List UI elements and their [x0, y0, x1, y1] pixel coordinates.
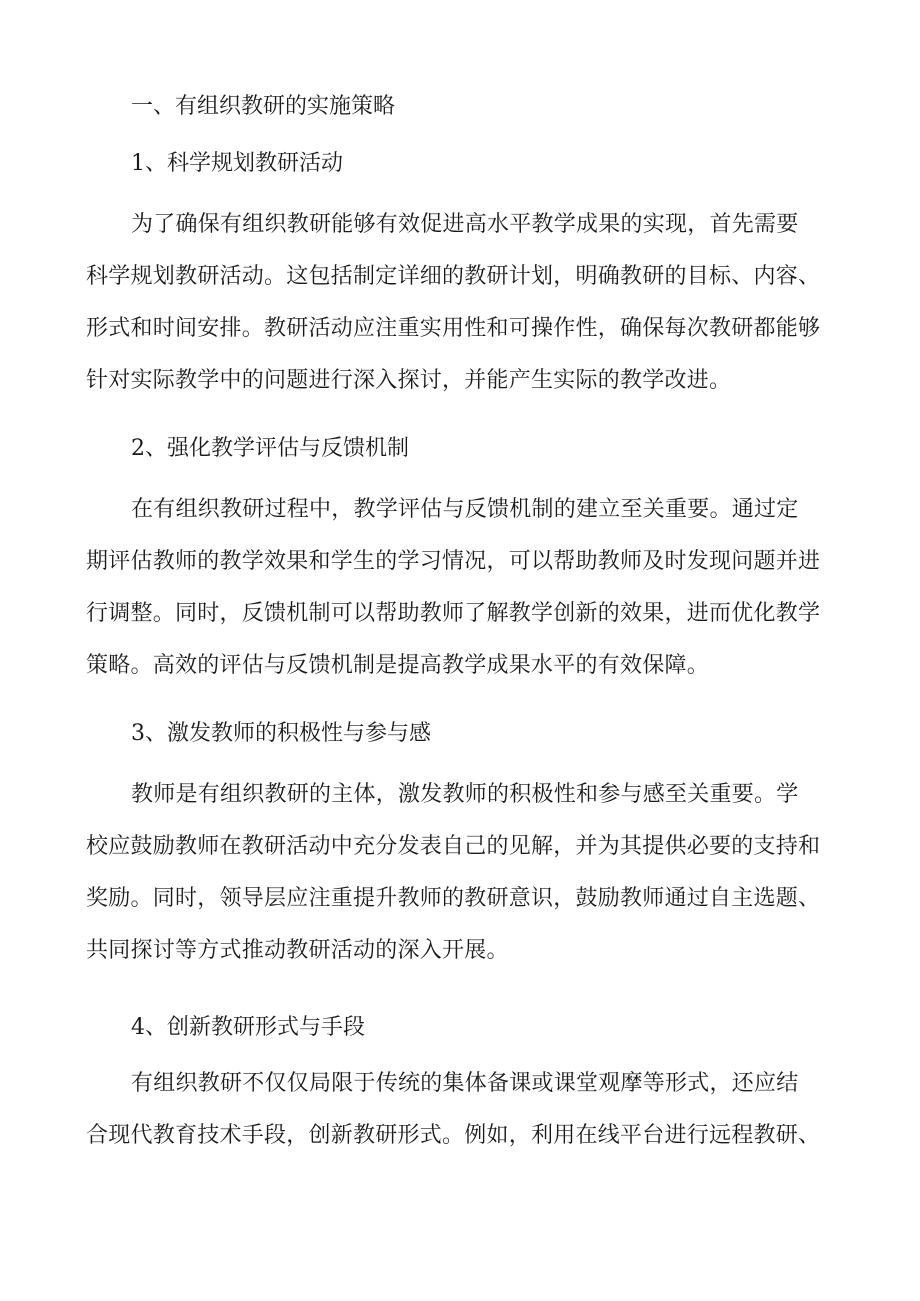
section-2-line-2: 期评估教师的教学效果和学生的学习情况，可以帮助教师及时发现问题并进 [86, 549, 821, 574]
section-1-heading: 1、科学规划教研活动 [131, 151, 343, 176]
section-2-line-4: 策略。高效的评估与反馈机制是提高教学成果水平的有效保障。 [86, 653, 710, 678]
section-3-line-2: 校应鼓励教师在教研活动中充分发表自己的见解，并为其提供必要的支持和 [86, 834, 821, 859]
section-2-line-1: 在有组织教研过程中，教学评估与反馈机制的建立至关重要。通过定 [131, 497, 799, 522]
main-heading: 一、有组织教研的实施策略 [131, 94, 396, 119]
section-4-line-1: 有组织教研不仅仅局限于传统的集体备课或课堂观摩等形式，还应结 [131, 1071, 799, 1096]
section-3-heading: 3、激发教师的积极性与参与感 [131, 721, 431, 746]
section-1-line-2: 科学规划教研活动。这包括制定详细的教研计划，明确教研的目标、内容、 [86, 264, 821, 289]
section-3-line-1: 教师是有组织教研的主体，激发教师的积极性和参与感至关重要。学 [131, 782, 799, 807]
section-1-line-4: 针对实际教学中的问题进行深入探讨，并能产生实际的教学改进。 [86, 368, 732, 393]
section-4-line-2: 合现代教育技术手段，创新教研形式。例如，利用在线平台进行远程教研、 [86, 1123, 821, 1148]
section-3-line-3: 奖励。同时，领导层应注重提升教师的教研意识，鼓励教师通过自主选题、 [86, 886, 821, 911]
section-1-line-3: 形式和时间安排。教研活动应注重实用性和可操作性，确保每次教研都能够 [86, 316, 821, 341]
section-3-line-4: 共同探讨等方式推动教研活动的深入开展。 [86, 938, 509, 963]
section-2-line-3: 行调整。同时，反馈机制可以帮助教师了解教学创新的效果，进而优化教学 [86, 601, 821, 626]
section-1-line-1: 为了确保有组织教研能够有效促进高水平教学成果的实现，首先需要 [131, 212, 799, 237]
section-2-heading: 2、强化教学评估与反馈机制 [131, 436, 409, 461]
section-4-heading: 4、创新教研形式与手段 [131, 1015, 365, 1040]
